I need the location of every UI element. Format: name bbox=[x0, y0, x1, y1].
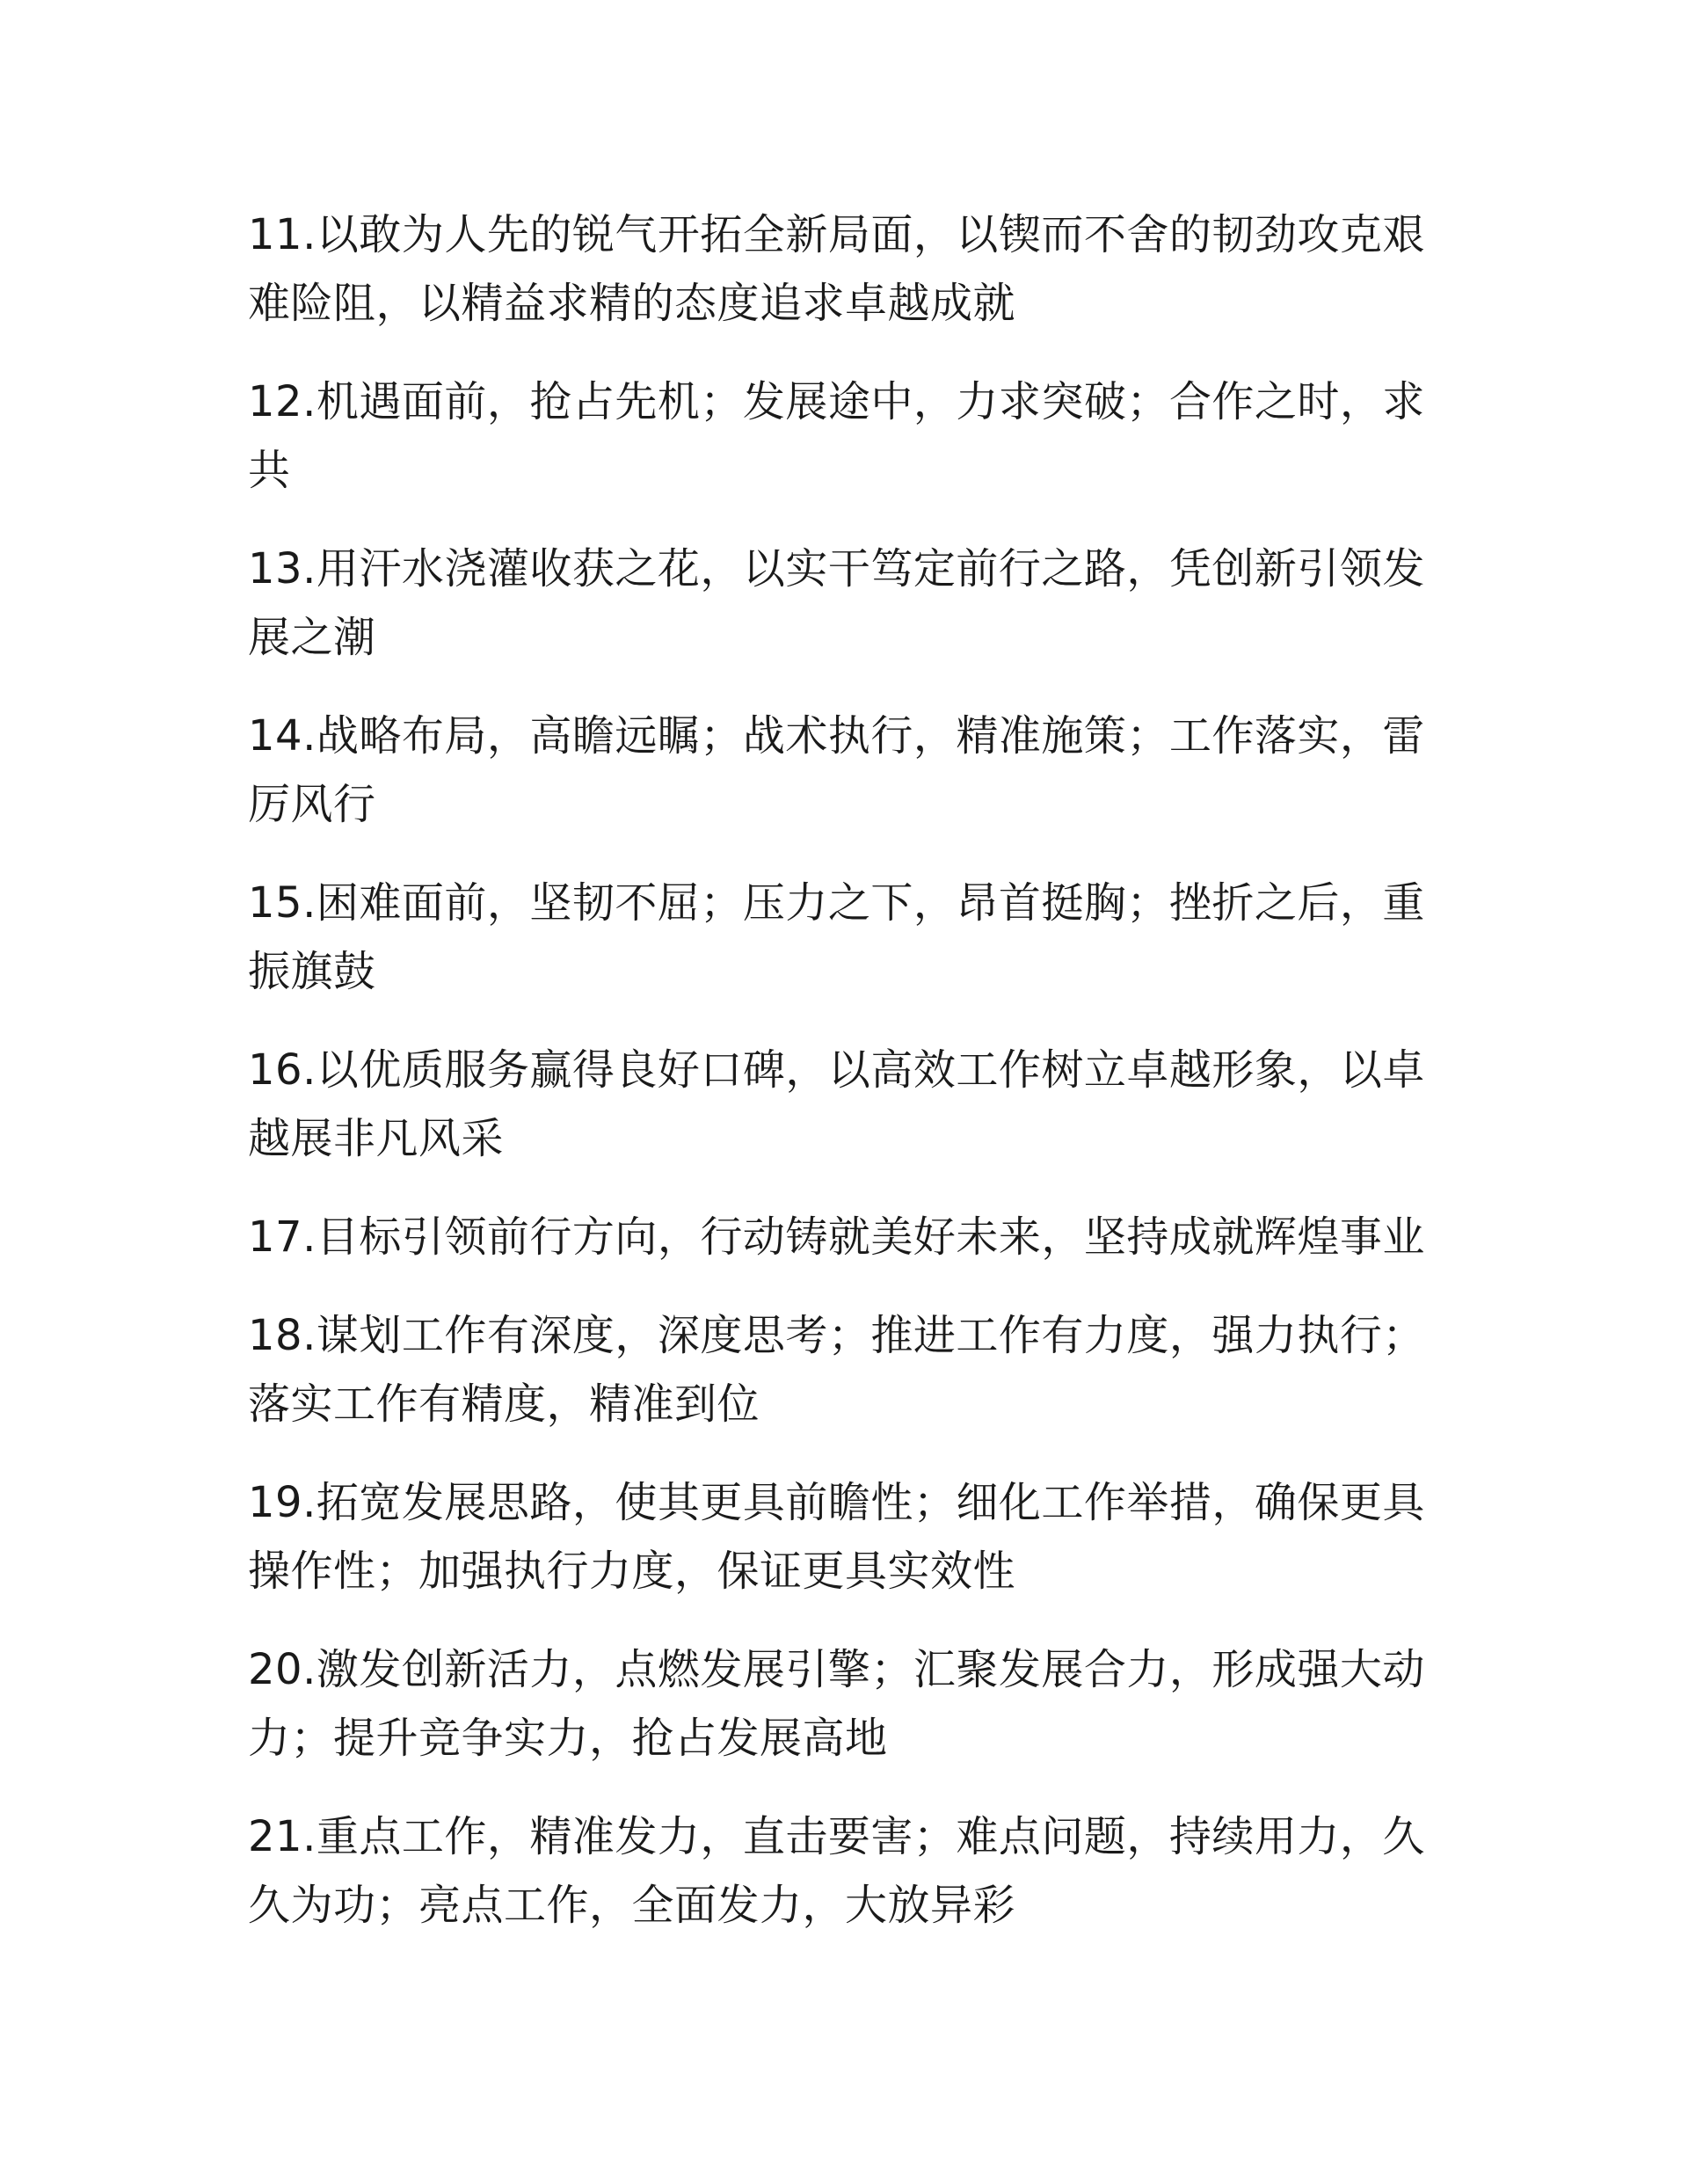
list-item: 13.用汗水浇灌收获之花，以实干笃定前行之路，凭创新引领发展之潮 bbox=[248, 544, 1425, 662]
list-item: 19.拓宽发展思路，使其更具前瞻性；细化工作举措，确保更具操作性；加强执行力度，保证更具实效性 bbox=[248, 1478, 1425, 1596]
list-item: 21.重点工作，精准发力，直击要害；难点问题，持续用力，久久为功；亮点工作，全面发力，大放异彩 bbox=[248, 1812, 1425, 1930]
list-item: 17.目标引领前行方向，行动铸就美好未来，坚持成就辉煌事业 bbox=[248, 1212, 1425, 1262]
list-item: 12.机遇面前，抢占先机；发展途中，力求突破；合作之时，求共 bbox=[248, 377, 1425, 495]
list-item: 16.以优质服务赢得良好口碑，以高效工作树立卓越形象，以卓越展非凡风采 bbox=[248, 1045, 1425, 1163]
list-item: 15.困难面前，坚韧不屈；压力之下，昂首挺胸；挫折之后，重振旗鼓 bbox=[248, 878, 1425, 996]
list-item: 11.以敢为人先的锐气开拓全新局面，以锲而不舍的韧劲攻克艰难险阻，以精益求精的态度追求卓越成就 bbox=[248, 210, 1425, 328]
list-item: 18.谋划工作有深度，深度思考；推进工作有力度，强力执行；落实工作有精度，精准到位 bbox=[248, 1311, 1425, 1429]
list-item: 14.战略布局，高瞻远瞩；战术执行，精准施策；工作落实，雷厉风行 bbox=[248, 711, 1425, 829]
slogan-list bbox=[248, 200, 1426, 1969]
list-item: 20.激发创新活力，点燃发展引擎；汇聚发展合力，形成强大动力；提升竞争实力，抢占发展高地 bbox=[248, 1645, 1425, 1763]
